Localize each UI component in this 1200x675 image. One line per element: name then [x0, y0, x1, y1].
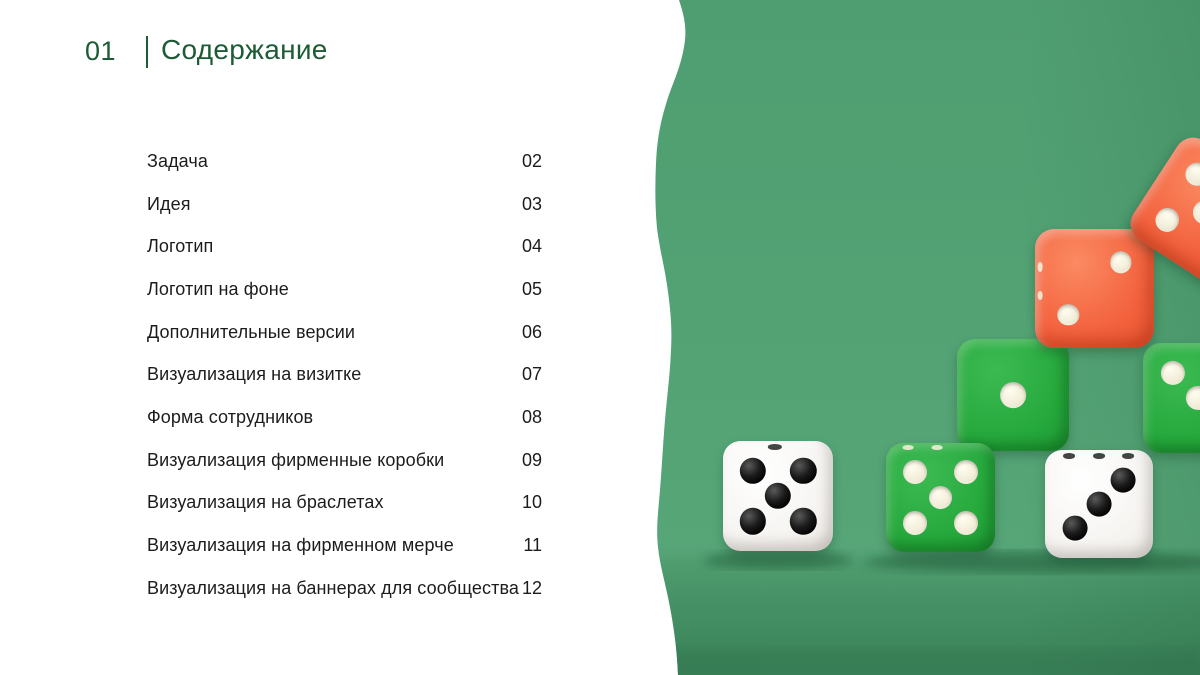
toc-item: [147, 439, 542, 482]
toc-item-page: 10: [521, 492, 542, 513]
page-number: 01: [85, 36, 117, 66]
toc-item-page: 05: [521, 278, 542, 299]
toc-item-label: Визуализация на визитке: [147, 364, 362, 385]
die-top-edge-pip: [1093, 453, 1105, 458]
toc-item: [147, 482, 542, 525]
die-pip: [929, 486, 953, 510]
white-die-three: [1045, 450, 1153, 558]
toc-item-label: Визуализация на браслетах: [147, 492, 384, 513]
die-top-edge-pip: [932, 445, 943, 449]
green-die-five: [886, 443, 995, 552]
page-title: Содержание: [161, 34, 328, 65]
toc-item-label: Логотип на фоне: [147, 278, 289, 299]
die-top-edge-pip: [768, 444, 782, 450]
header-divider: [146, 36, 148, 68]
toc-item-page: 12: [521, 577, 542, 598]
die-top-edge-pip: [1037, 262, 1042, 272]
toc-item-page: 09: [521, 449, 542, 470]
die-pip: [739, 508, 765, 534]
toc-item-page: 08: [521, 406, 542, 427]
toc-item: [147, 225, 542, 268]
die-pip: [790, 508, 816, 534]
orange-die-five-tilted: [1123, 130, 1200, 293]
toc-list: [147, 140, 542, 610]
toc-item: [147, 140, 542, 183]
toc-item-page: 02: [521, 150, 542, 171]
die-pip: [903, 511, 927, 535]
toc-item: [147, 396, 542, 439]
die-pip: [954, 460, 978, 484]
die-pip: [954, 511, 978, 535]
toc-item-label: Дополнительные версии: [147, 321, 356, 342]
white-die-five: [723, 441, 833, 551]
toc-item-label: Визуализация на баннерах для сообщества: [147, 577, 520, 598]
die-pip: [1161, 361, 1185, 385]
toc-item-label: Идея: [147, 193, 191, 214]
die-pip: [1063, 515, 1088, 540]
die-pip: [1189, 196, 1200, 229]
die-pip: [1058, 304, 1079, 325]
toc-item-label: Логотип: [147, 236, 214, 257]
die-pip: [1197, 233, 1200, 266]
toc-item-label: Визуализация фирменные коробки: [147, 449, 445, 470]
die-pip: [1110, 468, 1135, 493]
toc-item: [147, 311, 542, 354]
green-die-one: [957, 339, 1069, 451]
die-pip: [1181, 158, 1200, 191]
die-pip: [1151, 204, 1184, 237]
toc-item: [147, 268, 542, 311]
toc-item-label: Форма сотрудников: [147, 406, 314, 427]
toc-item: [147, 524, 542, 567]
die-pip: [1000, 382, 1026, 408]
toc-item-page: 11: [523, 535, 542, 556]
die-top-edge-pip: [1063, 453, 1075, 458]
green-die-three-right: [1143, 343, 1200, 453]
die-pip: [1186, 386, 1200, 410]
die-top-edge-pip: [1122, 453, 1134, 458]
die-pip: [765, 483, 791, 509]
die-pip: [790, 457, 816, 483]
die-top-edge-pip: [902, 445, 913, 449]
die-pip: [903, 460, 927, 484]
toc-item: [147, 353, 542, 396]
toc-item-page: 04: [521, 236, 542, 257]
green-background-graphic: [600, 0, 1200, 675]
die-pip: [1087, 492, 1112, 517]
toc-item-page: 03: [521, 193, 542, 214]
toc-item: [147, 183, 542, 226]
die-pip: [739, 457, 765, 483]
toc-item-page: 07: [521, 364, 542, 385]
orange-die-two: [1035, 229, 1154, 348]
toc-item: [147, 567, 542, 610]
die-top-edge-pip: [1037, 291, 1042, 301]
toc-item-page: 06: [521, 321, 542, 342]
toc-item-label: Визуализация на фирменном мерче: [147, 535, 454, 556]
toc-item-label: Задача: [147, 150, 208, 171]
die-pip: [1110, 252, 1131, 273]
